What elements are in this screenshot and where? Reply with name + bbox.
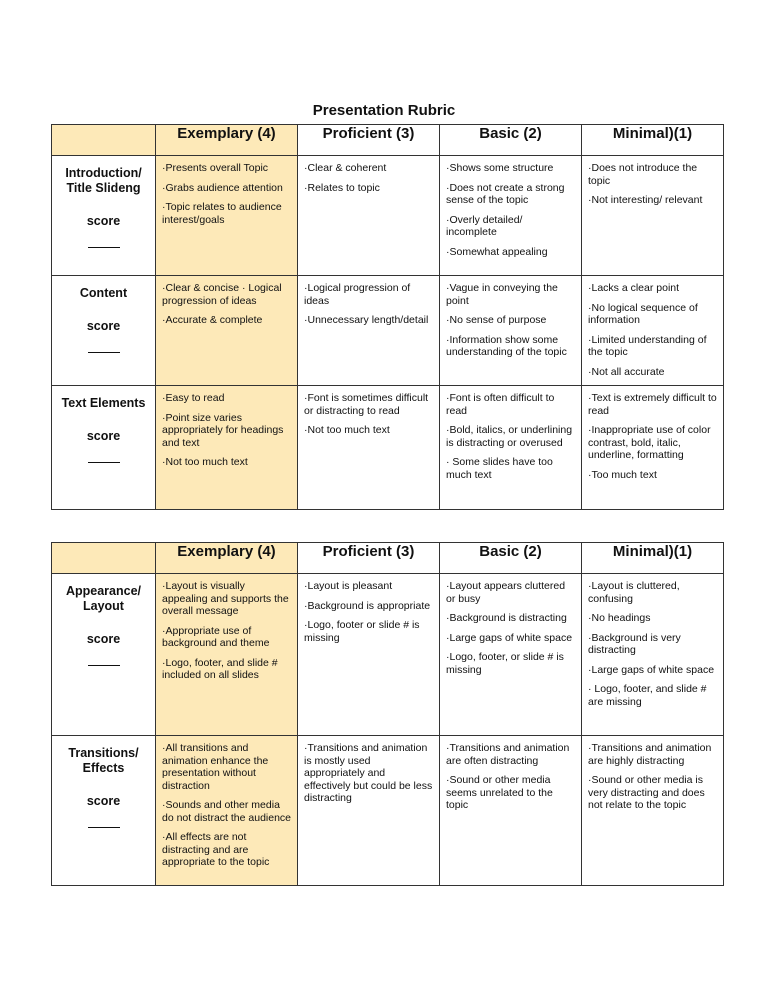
score-line [88,826,120,828]
descriptor-cell [440,736,582,886]
score-label: score [86,794,121,808]
level-header: Minimal)(1) [582,125,724,156]
descriptor: ·Logical progression of ideas [304,282,411,307]
descriptor: ·Bold, italics, or underlining is distracting or overused [446,424,573,449]
descriptor: ·Logo, footer or slide # is missing [304,619,420,644]
header-row [52,543,724,574]
descriptor-cell [298,574,440,736]
descriptor: ·Transitions and animation are highly distracting [588,742,712,767]
criterion-cell [52,276,156,386]
descriptor: ·Layout is visually appealing and supports the overall message [162,580,289,617]
level-header: Exemplary (4) [156,543,298,574]
descriptor: ·Limited understanding of the topic [588,333,707,358]
descriptor-cell [440,574,582,736]
descriptor: ·Point size varies appropriately for headings and text [162,411,284,449]
descriptor: ·Logo, footer, and slide # included on all slides [162,656,278,681]
descriptor-cell [298,156,440,276]
descriptor: ·Background is very distracting [588,631,681,656]
criterion-row [52,736,724,886]
descriptor: ·Large gaps of white space [588,663,715,676]
page-title: Presentation Rubric [312,102,456,119]
descriptor: ·Not interesting/ relevant [588,194,703,206]
descriptor: ·Transitions and animation is mostly used appropriately and effectively but could be less distracting [304,742,433,804]
descriptor: ·No headings [588,612,651,624]
criterion-name: Transitions/ Effects [68,746,139,775]
score-label: score [86,319,121,333]
criterion-name: Introduction/ Title Slideng [65,166,142,195]
descriptor: ·Sound or other media seems unrelated to the topic [446,774,553,811]
descriptor-cell [582,574,724,736]
criterion-row [52,386,724,510]
criterion-cell [52,156,156,276]
descriptor: ·Clear & coherent [304,162,387,174]
criterion-row [52,156,724,276]
descriptor: ·No logical sequence of information [588,301,698,326]
descriptor-cell [582,276,724,386]
descriptor-cell [156,386,298,510]
descriptor: ·Transitions and animation are often distracting [446,742,570,767]
level-header: Proficient (3) [298,125,440,156]
descriptor: ·Relates to topic [304,181,380,194]
criterion-name: Appearance/ Layout [65,584,142,613]
descriptor: · Some slides have too much text [446,456,553,481]
descriptor: ·Somewhat appealing [446,245,548,258]
descriptor: ·Lacks a clear point [588,282,680,294]
corner-cell [52,543,156,574]
descriptor: ·Layout is pleasant [304,580,393,592]
descriptor: ·All transitions and animation enhance the presentation without distraction [162,742,269,792]
descriptor: ·Easy to read [162,392,225,404]
criterion-name: Content [79,286,128,300]
descriptor: · Logo, footer, and slide # are missing [588,683,707,708]
descriptor: ·Overly detailed/ incomplete [446,213,523,238]
descriptor-cell [440,386,582,510]
descriptor: ·Text is extremely difficult to read [588,392,717,417]
descriptor: ·Background is appropriate [304,599,431,612]
criterion-cell [52,736,156,886]
descriptor: ·Font is sometimes difficult or distracting to read [304,392,429,417]
descriptor: ·All effects are not distracting and are appropriate to the topic [162,831,270,868]
descriptor: ·Vague in conveying the point [446,282,558,307]
descriptor-cell [298,386,440,510]
descriptor: ·Layout appears cluttered or busy [446,580,566,605]
descriptor-cell [582,736,724,886]
descriptor-cell [582,156,724,276]
descriptor: ·Topic relates to audience interest/goals [162,201,282,226]
descriptor: ·Sound or other media is very distracting and does not relate to the topic [588,774,705,811]
criterion-name: Text Elements [61,396,146,410]
descriptor: ·Background is distracting [446,612,567,624]
criterion-cell [52,386,156,510]
criterion-row [52,574,724,736]
score-label: score [86,429,121,443]
descriptor-cell [156,736,298,886]
descriptor: ·Does not introduce the topic [588,162,698,187]
header-row [52,125,724,156]
score-line [88,664,120,666]
descriptor: ·Font is often difficult to read [446,392,555,417]
score-line [88,246,120,248]
descriptor: ·Appropriate use of background and theme [162,624,270,649]
level-header: Basic (2) [440,543,582,574]
score-line [88,461,120,463]
descriptor: ·Information show some understanding of the topic [446,333,567,358]
descriptor-cell [156,156,298,276]
descriptor-cell [582,386,724,510]
descriptor-cell [440,276,582,386]
descriptor: ·Logo, footer, or slide # is missing [446,651,564,676]
corner-cell [52,125,156,156]
descriptor: ·Unnecessary length/detail [304,314,429,326]
descriptor: ·Presents overall Topic [162,162,269,174]
descriptor: ·Layout is cluttered, confusing [588,580,680,605]
descriptor: ·Large gaps of white space [446,631,573,644]
descriptor: ·Not too much text [304,424,390,436]
score-label: score [86,632,121,646]
level-header: Basic (2) [440,125,582,156]
descriptor: ·Not too much text [162,456,248,468]
level-header: Minimal)(1) [582,543,724,574]
descriptor: ·Does not create a strong sense of the topic [446,181,565,206]
score-line [88,351,120,353]
descriptor: ·Grabs audience attention [162,181,283,194]
descriptor-cell [156,276,298,386]
descriptor-cell [298,736,440,886]
descriptor: ·Accurate & complete [162,314,263,326]
descriptor-cell [298,276,440,386]
descriptor-cell [156,574,298,736]
level-header: Exemplary (4) [156,125,298,156]
descriptor: ·Shows some structure [446,162,554,174]
descriptor: ·Too much text [588,468,657,481]
level-header: Proficient (3) [298,543,440,574]
rubric-table-2 [51,542,724,886]
descriptor-cell [440,156,582,276]
descriptor: ·Not all accurate [588,365,665,378]
descriptor: ·Sounds and other media do not distract the audience [162,799,292,824]
descriptor: ·No sense of purpose [446,314,547,326]
score-label: score [86,214,121,228]
descriptor: ·Clear & concise · Logical progression of ideas [162,282,282,307]
descriptor: ·Inappropriate use of color contrast, bold, italic, underline, formatting [588,424,711,461]
criterion-cell [52,574,156,736]
rubric-table-1 [51,124,724,510]
criterion-row [52,276,724,386]
